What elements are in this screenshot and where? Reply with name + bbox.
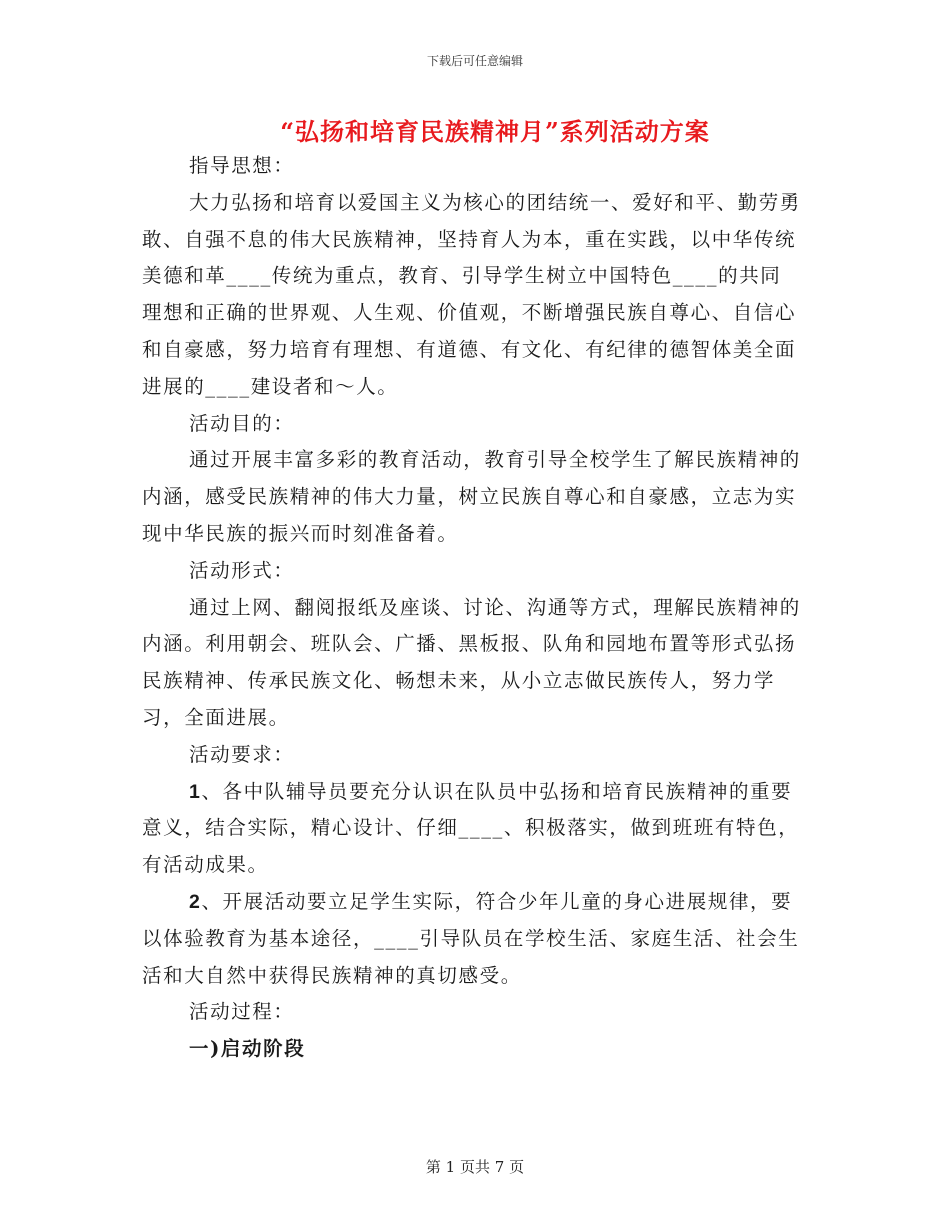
requirement-1-number: 1 [189,780,202,803]
requirement-2-number: 2 [189,890,202,913]
requirement-1 [142,774,802,884]
purpose-heading: 活动目的： [189,411,295,435]
requirements-heading: 活动要求： [189,742,295,766]
process-heading: 活动过程： [189,1000,295,1024]
form-heading: 活动形式： [189,558,295,582]
guiding-paragraph: 大力弘扬和培育以爱国主义为核心的团结统一、爱好和平、勤劳勇敢、自强不息的伟大民族精神，坚持育人为本，重在实践，以中华传统美德和革____传统为重点，教育、引导学生树立中国特色____的共同理想和正确的世界观、人生观、价值观，不断增强民族自尊心、自信心和自豪感，努力培育有理想、有道德、有文化、有纪律的德智体美全面进展的____建设者和～人。 [142,190,801,398]
requirement-2-text: 、开展活动要立足学生实际，符合少年儿童的身心进展规律，要以体验教育为基本途径，____引导队员在学校生活、家庭生活、社会生活和大自然中获得民族精神的真切感受。 [142,889,800,987]
purpose-paragraph: 通过开展丰富多彩的教育活动，教育引导全校学生了解民族精神的内涵，感受民族精神的伟大力量，树立民族自尊心和自豪感，立志为实现中华民族的振兴而时刻准备着。 [142,448,801,545]
form-paragraph: 通过上网、翻阅报纸及座谈、讨论、沟通等方式，理解民族精神的内涵。利用朝会、班队会、广播、黑板报、队角和园地布置等形式弘扬民族精神、传承民族文化、畅想未来，从小立志做民族传人，努力学习，全面进展。 [142,595,801,729]
stage-1-heading: 一)启动阶段 [189,1037,306,1061]
document-title: “弘扬和培育民族精神月”系列活动方案 [280,117,710,146]
page-footer: 第 1 页共 7 页 [425,1158,525,1176]
header-note: 下载后可任意编辑 [426,54,523,68]
document-body [142,148,802,1068]
requirement-2 [142,884,802,994]
requirement-1-text: 、各中队辅导员要充分认识在队员中弘扬和培育民族精神的重要意义，结合实际，精心设计、仔细____、积极落实，做到班班有特色，有活动成果。 [142,779,800,877]
guiding-heading: 指导思想： [189,154,295,177]
